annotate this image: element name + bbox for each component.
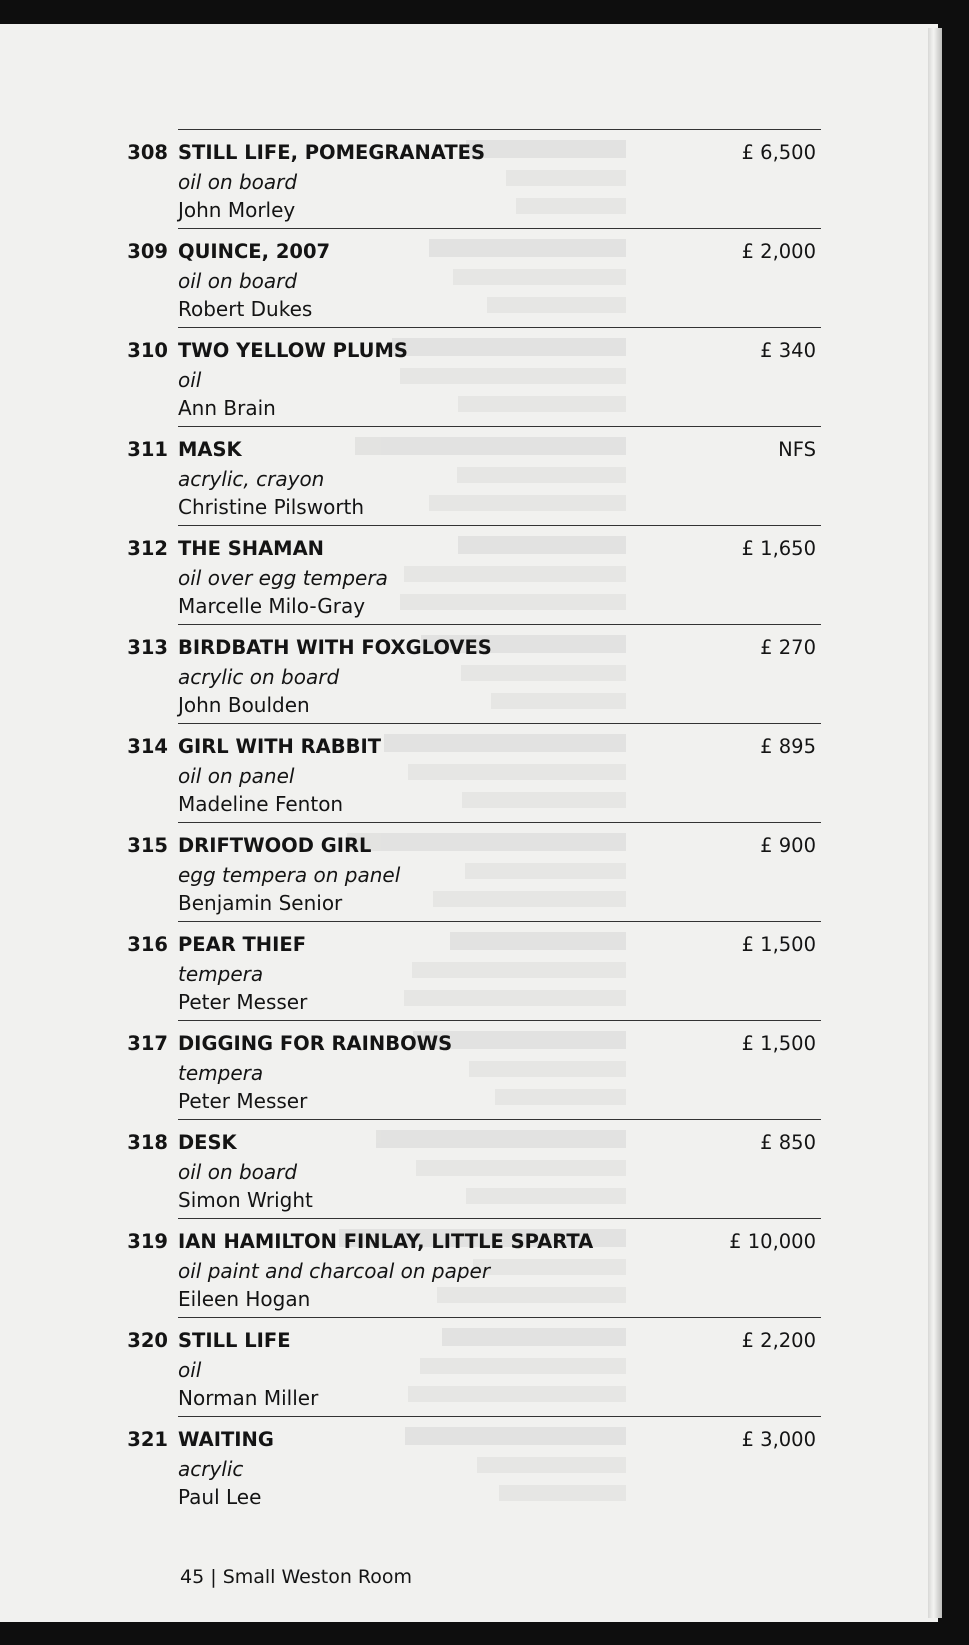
entry-number: 321 xyxy=(127,1428,168,1451)
catalogue-entry xyxy=(0,624,938,723)
entry-title: WAITING xyxy=(178,1428,274,1451)
entry-medium: tempera xyxy=(178,1061,264,1085)
catalogue-entry xyxy=(0,822,938,921)
section-name: Small Weston Room xyxy=(222,1566,413,1588)
entry-title: PEAR THIEF xyxy=(178,933,307,956)
entry-title: TWO YELLOW PLUMS xyxy=(178,339,408,362)
entry-medium: oil on board xyxy=(178,269,298,293)
entry-medium: acrylic on board xyxy=(178,665,340,689)
catalogue-page xyxy=(0,24,938,1622)
entry-artist: Simon Wright xyxy=(178,1188,313,1212)
entry-price: £ 10,000 xyxy=(729,1230,816,1253)
entry-divider xyxy=(178,1020,821,1021)
entry-number: 316 xyxy=(127,933,168,956)
entry-number: 309 xyxy=(127,240,168,263)
entry-price: £ 895 xyxy=(760,735,816,758)
entry-title: DRIFTWOOD GIRL xyxy=(178,834,372,857)
catalogue-entry xyxy=(0,723,938,822)
entry-divider xyxy=(178,723,821,724)
footer-separator: | xyxy=(210,1566,217,1588)
entry-artist: John Morley xyxy=(178,198,296,222)
entry-divider xyxy=(178,1317,821,1318)
entry-artist: Robert Dukes xyxy=(178,297,313,321)
entry-divider xyxy=(178,525,821,526)
catalogue-entry xyxy=(0,921,938,1020)
entry-divider xyxy=(178,129,821,130)
entry-number: 310 xyxy=(127,339,168,362)
entry-divider xyxy=(178,624,821,625)
entry-artist: Marcelle Milo-Gray xyxy=(178,594,366,618)
entry-artist: Peter Messer xyxy=(178,990,308,1014)
entry-price: £ 2,200 xyxy=(741,1329,816,1352)
entry-divider xyxy=(178,1119,821,1120)
entry-artist: Christine Pilsworth xyxy=(178,495,365,519)
entry-number: 312 xyxy=(127,537,168,560)
entry-medium: acrylic, crayon xyxy=(178,467,325,491)
entry-medium: oil on board xyxy=(178,170,298,194)
entry-number: 317 xyxy=(127,1032,168,1055)
entry-price: £ 1,500 xyxy=(741,933,816,956)
entry-number: 314 xyxy=(127,735,168,758)
entry-artist: Norman Miller xyxy=(178,1386,319,1410)
entry-title: THE SHAMAN xyxy=(178,537,325,560)
entry-price: £ 340 xyxy=(760,339,816,362)
entry-price: £ 3,000 xyxy=(741,1428,816,1451)
entry-title: DIGGING FOR RAINBOWS xyxy=(178,1032,453,1055)
entry-title: MASK xyxy=(178,438,242,461)
entry-title: BIRDBATH WITH FOXGLOVES xyxy=(178,636,492,659)
entry-price: £ 1,500 xyxy=(741,1032,816,1055)
entry-artist: John Boulden xyxy=(178,693,310,717)
catalogue-entry xyxy=(0,327,938,426)
entry-price: £ 900 xyxy=(760,834,816,857)
catalogue-entry xyxy=(0,1317,938,1416)
entry-number: 320 xyxy=(127,1329,168,1352)
catalogue-entry xyxy=(0,1020,938,1119)
entry-price: NFS xyxy=(778,438,816,461)
entry-artist: Madeline Fenton xyxy=(178,792,344,816)
entry-number: 318 xyxy=(127,1131,168,1154)
entry-divider xyxy=(178,426,821,427)
entry-medium: oil xyxy=(178,368,202,392)
catalogue-entry xyxy=(0,129,938,228)
catalogue-entry-list xyxy=(0,129,938,1515)
entry-medium: egg tempera on panel xyxy=(178,863,401,887)
entry-number: 319 xyxy=(127,1230,168,1253)
entry-artist: Paul Lee xyxy=(178,1485,262,1509)
catalogue-entry xyxy=(0,1119,938,1218)
entry-divider xyxy=(178,327,821,328)
entry-divider xyxy=(178,1416,821,1417)
entry-medium: acrylic xyxy=(178,1457,244,1481)
entry-divider xyxy=(178,1218,821,1219)
entry-divider xyxy=(178,228,821,229)
entry-price: £ 1,650 xyxy=(741,537,816,560)
entry-number: 315 xyxy=(127,834,168,857)
entry-artist: Ann Brain xyxy=(178,396,276,420)
catalogue-entry xyxy=(0,1416,938,1515)
page-footer xyxy=(180,1566,412,1588)
entry-price: £ 850 xyxy=(760,1131,816,1154)
entry-price: £ 2,000 xyxy=(741,240,816,263)
page-edge xyxy=(928,28,942,1618)
entry-divider xyxy=(178,921,821,922)
entry-title: DESK xyxy=(178,1131,237,1154)
entry-medium: tempera xyxy=(178,962,264,986)
entry-title: STILL LIFE, POMEGRANATES xyxy=(178,141,486,164)
entry-title: GIRL WITH RABBIT xyxy=(178,735,382,758)
catalogue-entry xyxy=(0,1218,938,1317)
entry-medium: oil paint and charcoal on paper xyxy=(178,1259,491,1283)
entry-title: QUINCE, 2007 xyxy=(178,240,331,263)
entry-medium: oil on board xyxy=(178,1160,298,1184)
entry-artist: Eileen Hogan xyxy=(178,1287,311,1311)
entry-divider xyxy=(178,822,821,823)
entry-medium: oil over egg tempera xyxy=(178,566,388,590)
page-number: 45 xyxy=(180,1566,205,1588)
catalogue-entry xyxy=(0,525,938,624)
entry-title: STILL LIFE xyxy=(178,1329,291,1352)
entry-title: IAN HAMILTON FINLAY, LITTLE SPARTA xyxy=(178,1230,594,1253)
entry-number: 308 xyxy=(127,141,168,164)
entry-price: £ 270 xyxy=(760,636,816,659)
entry-medium: oil xyxy=(178,1358,202,1382)
entry-number: 313 xyxy=(127,636,168,659)
entry-medium: oil on panel xyxy=(178,764,295,788)
catalogue-entry xyxy=(0,228,938,327)
catalogue-entry xyxy=(0,426,938,525)
entry-artist: Benjamin Senior xyxy=(178,891,343,915)
entry-number: 311 xyxy=(127,438,168,461)
entry-artist: Peter Messer xyxy=(178,1089,308,1113)
entry-price: £ 6,500 xyxy=(741,141,816,164)
